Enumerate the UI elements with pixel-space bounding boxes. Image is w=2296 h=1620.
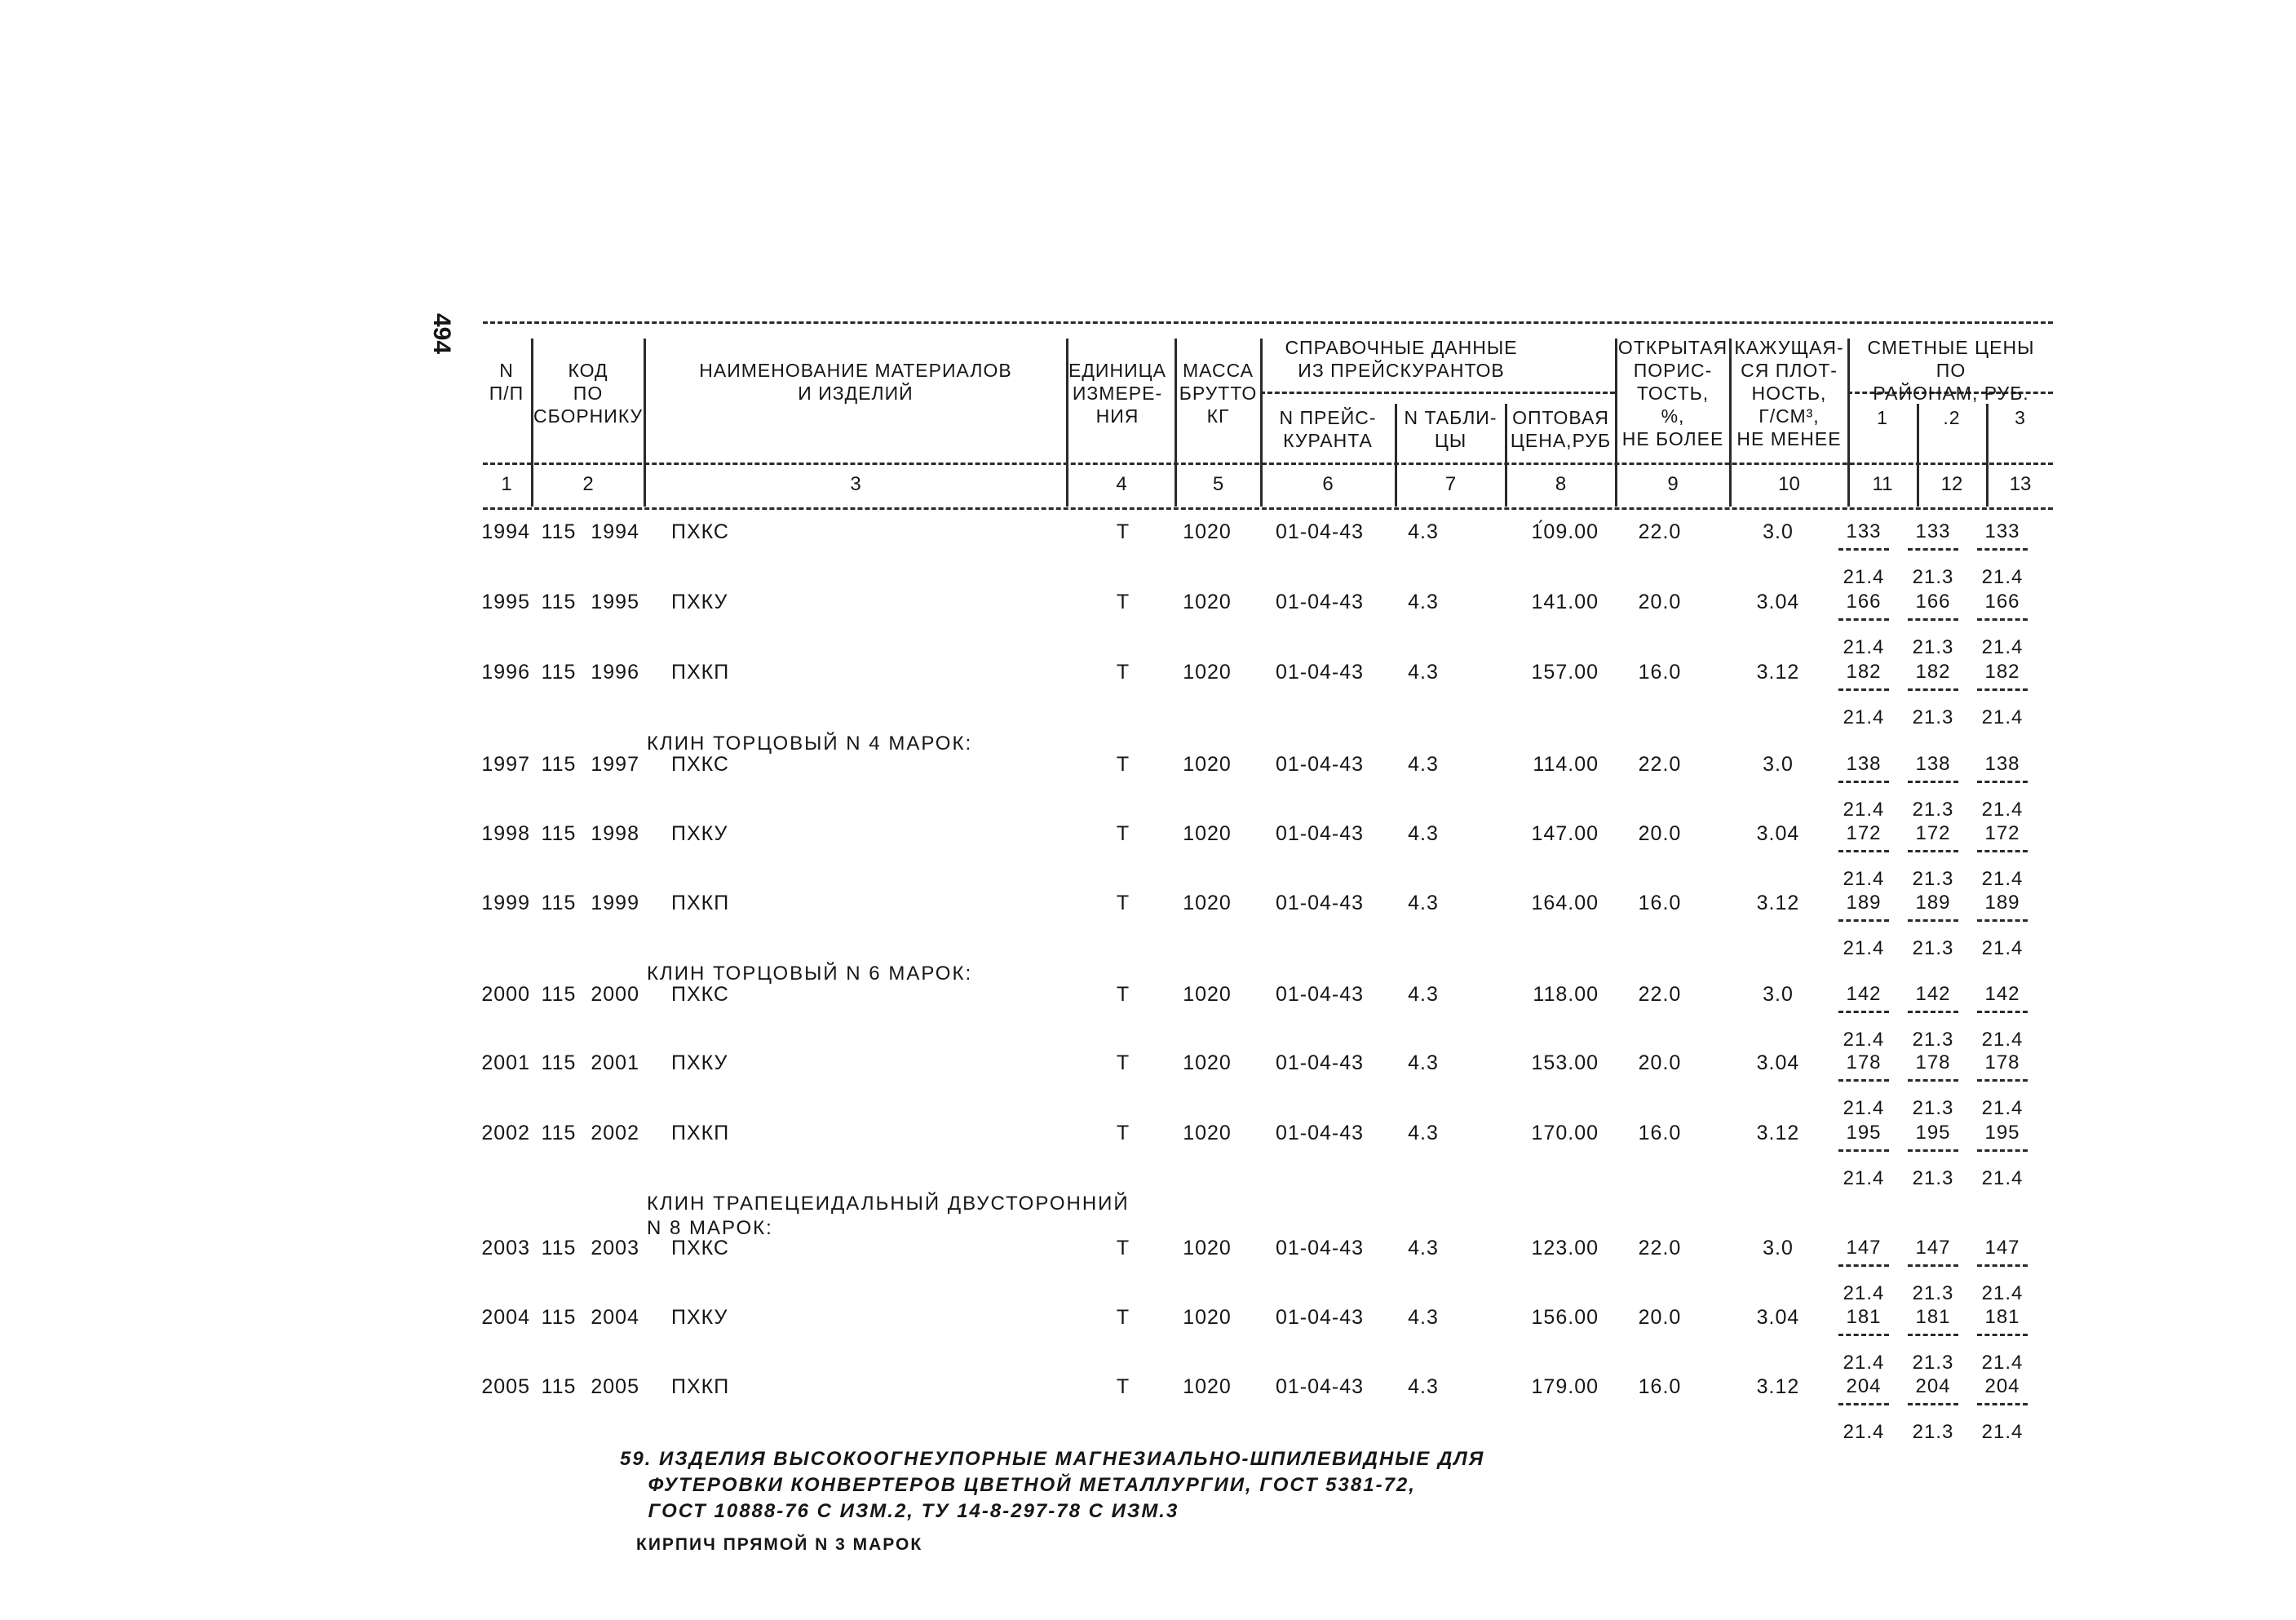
cell-name: ПХКС [671, 753, 729, 776]
cell-table: 4.3 [1408, 661, 1439, 684]
cell-name: ПХКП [671, 1375, 730, 1398]
cell-table: 4.3 [1408, 1306, 1439, 1329]
cell-price-list: 01-04-43 [1275, 1375, 1365, 1398]
column-number: 2 [582, 473, 594, 495]
region-reference: 21.4 [1981, 1029, 2024, 1051]
cell-code-b: 2005 [591, 1375, 639, 1398]
cell-code-b: 2001 [591, 1051, 639, 1074]
region-reference: 21.3 [1912, 636, 1954, 658]
cell-n: 2000 [481, 983, 530, 1006]
estimate-price: 195 [1915, 1122, 1951, 1144]
region-reference: 21.4 [1981, 1282, 2024, 1304]
cell-density: 3.12 [1756, 1122, 1800, 1144]
cell-code-a: 115 [541, 892, 577, 914]
column-number: 6 [1322, 473, 1334, 495]
estimate-price: 166 [1984, 591, 2020, 613]
cell-n: 2001 [481, 1051, 530, 1074]
cell-mass: 1020 [1183, 1306, 1232, 1329]
cell-price-list: 01-04-43 [1275, 520, 1365, 543]
cell-mass: 1020 [1183, 591, 1232, 613]
cell-name: ПХКП [671, 892, 730, 914]
cell-table: 4.3 [1408, 1237, 1439, 1259]
region-reference: 21.4 [1843, 566, 1885, 588]
cell-price-list: 01-04-43 [1275, 983, 1365, 1006]
cell-table: 4.3 [1408, 591, 1439, 613]
cell-porosity: 20.0 [1638, 1051, 1682, 1074]
cell-n: 1997 [481, 753, 530, 776]
header-unit: ЕДИНИЦА ИЗМЕРЕ- НИЯ [1068, 360, 1166, 427]
header-prices-group: СМЕТНЫЕ ЦЕНЫ ПО РАЙОНАМ, РУБ. [1867, 337, 2035, 404]
subheading-wedge-4: КЛИН ТОРЦОВЫЙ N 4 МАРОК: [647, 733, 973, 755]
cell-wholesale: 157.00 [1531, 661, 1599, 684]
estimate-price: 189 [1846, 892, 1882, 914]
cell-mass: 1020 [1183, 892, 1232, 914]
estimate-price: 182 [1984, 661, 2020, 683]
cell-wholesale: 156.00 [1531, 1306, 1599, 1329]
region-reference: 21.4 [1843, 1029, 1885, 1051]
fraction-bar [1838, 548, 1889, 551]
fraction-bar [1908, 850, 1958, 852]
page-number: 494 [428, 312, 456, 355]
section-title: 59. ИЗДЕЛИЯ ВЫСОКООГНЕУПОРНЫЕ МАГНЕЗИАЛЬНО-ШПИЛЕВИДНЫЕ ДЛЯ ФУТЕРОВКИ КОНВЕРТЕРОВ ЦВЕТНОЙ МЕТАЛЛУРГИИ, ГОСТ 5381-72, ГОСТ 10888-76 С ИЗМ.2, ТУ 14-8-297-78 С ИЗМ.3 [620, 1448, 1485, 1522]
header-wholesale: ОПТОВАЯ ЦЕНА,РУБ [1510, 407, 1612, 451]
cell-n: 1998 [481, 822, 530, 845]
cell-porosity: 22.0 [1638, 753, 1682, 776]
cell-code-a: 115 [541, 520, 577, 543]
header-code: КОД ПО СБОРНИКУ [533, 360, 644, 427]
region-reference: 21.4 [1843, 1352, 1885, 1374]
estimate-price: 204 [1915, 1375, 1951, 1397]
cell-name: ПХКС [671, 983, 729, 1006]
cell-wholesale: 170.00 [1531, 1122, 1599, 1144]
fraction-bar [1908, 1149, 1958, 1152]
cell-code-a: 115 [541, 661, 577, 684]
region-reference: 21.3 [1912, 868, 1954, 890]
cell-density: 3.04 [1756, 1306, 1800, 1329]
header-table: N ТАБЛИ- ЦЫ [1404, 407, 1497, 451]
estimate-price: 172 [1984, 822, 2020, 844]
header-number: N П/П [489, 360, 524, 404]
cell-n: 2003 [481, 1237, 530, 1259]
cell-density: 3.04 [1756, 591, 1800, 613]
region-reference: 21.3 [1912, 799, 1954, 821]
estimate-price: 181 [1846, 1306, 1882, 1328]
column-number: 5 [1212, 473, 1224, 495]
fraction-bar [1977, 688, 2028, 691]
cell-porosity: 20.0 [1638, 591, 1682, 613]
cell-code-b: 1996 [591, 661, 639, 684]
fraction-bar [1908, 781, 1958, 783]
cell-name: ПХКУ [671, 1051, 728, 1074]
cell-unit: Т [1116, 822, 1130, 845]
cell-unit: Т [1116, 661, 1130, 684]
fraction-bar [1838, 850, 1889, 852]
subheading-wedge-6: КЛИН ТОРЦОВЫЙ N 6 МАРОК: [647, 963, 973, 985]
fraction-bar [1838, 1011, 1889, 1013]
cell-table: 4.3 [1408, 983, 1439, 1006]
header-reference-group: СПРАВОЧНЫЕ ДАННЫЕ ИЗ ПРЕЙСКУРАНТОВ [1285, 337, 1518, 381]
estimate-price: 182 [1915, 661, 1951, 683]
fraction-bar [1908, 548, 1958, 551]
cell-unit: Т [1116, 591, 1130, 613]
cell-code-b: 1995 [591, 591, 639, 613]
cell-name: ПХКП [671, 661, 730, 684]
cell-table: 4.3 [1408, 753, 1439, 776]
cell-price-list: 01-04-43 [1275, 892, 1365, 914]
fraction-bar [1838, 1079, 1889, 1082]
fraction-bar [1908, 1079, 1958, 1082]
cell-code-a: 115 [541, 1375, 577, 1398]
fraction-bar [1908, 618, 1958, 621]
column-number: 10 [1778, 473, 1800, 495]
estimate-price: 147 [1984, 1237, 2020, 1259]
region-reference: 21.4 [1843, 1097, 1885, 1119]
cell-n: 1999 [481, 892, 530, 914]
fraction-bar [1977, 919, 2028, 922]
region-reference: 21.3 [1912, 1352, 1954, 1374]
cell-unit: Т [1116, 1237, 1130, 1259]
estimate-price: 189 [1915, 892, 1951, 914]
fraction-bar [1977, 618, 2028, 621]
cell-unit: Т [1116, 1375, 1130, 1398]
cell-price-list: 01-04-43 [1275, 1051, 1365, 1074]
region-reference: 21.3 [1912, 566, 1954, 588]
cell-density: 3.12 [1756, 1375, 1800, 1398]
estimate-price: 182 [1846, 661, 1882, 683]
cell-name: ПХКУ [671, 1306, 728, 1329]
fraction-bar [1838, 618, 1889, 621]
column-number: 7 [1444, 473, 1457, 495]
cell-table: 4.3 [1408, 520, 1439, 543]
column-number: 1 [501, 473, 512, 495]
cell-porosity: 16.0 [1638, 661, 1682, 684]
cell-unit: Т [1116, 983, 1130, 1006]
cell-porosity: 22.0 [1638, 983, 1682, 1006]
fraction-bar [1838, 781, 1889, 783]
region-reference: 21.4 [1843, 1421, 1885, 1443]
fraction-bar [1977, 1403, 2028, 1405]
cell-name: ПХКУ [671, 822, 728, 845]
estimate-price: 133 [1984, 520, 2020, 542]
region-reference: 21.4 [1981, 1167, 2024, 1189]
cell-density: 3.12 [1756, 892, 1800, 914]
estimate-price: 178 [1846, 1051, 1882, 1073]
cell-mass: 1020 [1183, 1237, 1232, 1259]
subheading-wedge-8: КЛИН ТРАПЕЦЕИДАЛЬНЫЙ ДВУСТОРОННИЙ N 8 МАРОК: [647, 1193, 1130, 1239]
cell-density: 3.0 [1763, 753, 1794, 776]
cell-unit: Т [1116, 1051, 1130, 1074]
region-reference: 21.3 [1912, 1097, 1954, 1119]
cell-code-b: 2004 [591, 1306, 639, 1329]
cell-n: 1995 [481, 591, 530, 613]
fraction-bar [1838, 1264, 1889, 1267]
cell-n: 2005 [481, 1375, 530, 1398]
region-reference: 21.4 [1843, 937, 1885, 959]
region-reference: 21.4 [1981, 1421, 2024, 1443]
cell-wholesale: 153.00 [1531, 1051, 1599, 1074]
fraction-bar [1977, 1011, 2028, 1013]
cell-mass: 1020 [1183, 1122, 1232, 1144]
cell-price-list: 01-04-43 [1275, 1306, 1365, 1329]
header-region-3: 3 [2015, 407, 2026, 428]
cell-unit: Т [1116, 1306, 1130, 1329]
cell-table: 4.3 [1408, 822, 1439, 845]
header-region-1: 1 [1877, 407, 1888, 428]
cell-price-list: 01-04-43 [1275, 822, 1365, 845]
estimate-price: 181 [1915, 1306, 1951, 1328]
fraction-bar [1908, 1403, 1958, 1405]
region-reference: 21.3 [1912, 706, 1954, 728]
header-porosity: ОТКРЫТАЯ ПОРИС- ТОСТЬ, %, НЕ БОЛЕЕ [1617, 337, 1728, 449]
estimate-price: 189 [1984, 892, 2020, 914]
cell-porosity: 16.0 [1638, 892, 1682, 914]
column-number: 4 [1116, 473, 1127, 495]
fraction-bar [1908, 919, 1958, 922]
estimate-price: 166 [1915, 591, 1951, 613]
region-reference: 21.3 [1912, 1167, 1954, 1189]
cell-price-list: 01-04-43 [1275, 753, 1365, 776]
cell-code-a: 115 [541, 1306, 577, 1329]
header-region-2: .2 [1943, 407, 1961, 428]
estimate-price: 204 [1846, 1375, 1882, 1397]
fraction-bar [1977, 548, 2028, 551]
fraction-bar [1908, 1011, 1958, 1013]
estimate-price: 142 [1915, 983, 1951, 1005]
cell-table: 4.3 [1408, 1375, 1439, 1398]
cell-name: ПХКП [671, 1122, 730, 1144]
cell-n: 2004 [481, 1306, 530, 1329]
estimate-price: 172 [1846, 822, 1882, 844]
cell-porosity: 20.0 [1638, 1306, 1682, 1329]
cell-code-a: 115 [541, 1237, 577, 1259]
cell-wholesale: 147.00 [1531, 822, 1599, 845]
cell-name: ПХКУ [671, 591, 728, 613]
fraction-bar [1977, 1079, 2028, 1082]
cell-porosity: 22.0 [1638, 520, 1682, 543]
cell-code-b: 2000 [591, 983, 639, 1006]
column-number: 13 [2009, 473, 2032, 495]
cell-price-list: 01-04-43 [1275, 591, 1365, 613]
region-reference: 21.3 [1912, 937, 1954, 959]
region-reference: 21.4 [1843, 1167, 1885, 1189]
region-reference: 21.4 [1981, 799, 2024, 821]
fraction-bar [1838, 688, 1889, 691]
cell-wholesale: 141.00 [1531, 591, 1599, 613]
cell-wholesale: 1́09.00 [1531, 520, 1599, 543]
region-reference: 21.4 [1981, 868, 2024, 890]
cell-wholesale: 179.00 [1531, 1375, 1599, 1398]
fraction-bar [1838, 1149, 1889, 1152]
cell-unit: Т [1116, 520, 1130, 543]
header-price-list: N ПРЕЙС- КУРАНТА [1279, 407, 1377, 451]
region-reference: 21.4 [1981, 1352, 2024, 1374]
region-reference: 21.3 [1912, 1421, 1954, 1443]
cell-density: 3.04 [1756, 822, 1800, 845]
cell-wholesale: 114.00 [1533, 753, 1599, 776]
cell-n: 1994 [481, 520, 530, 543]
fraction-bar [1838, 1403, 1889, 1405]
header-mass: МАССА БРУТТО КГ [1179, 360, 1258, 427]
cell-n: 1996 [481, 661, 530, 684]
cell-code-b: 1997 [591, 753, 639, 776]
cell-price-list: 01-04-43 [1275, 1122, 1365, 1144]
cell-mass: 1020 [1183, 520, 1232, 543]
cell-porosity: 22.0 [1638, 1237, 1682, 1259]
cell-table: 4.3 [1408, 1122, 1439, 1144]
column-number: 9 [1667, 473, 1679, 495]
estimate-price: 142 [1846, 983, 1882, 1005]
cell-mass: 1020 [1183, 661, 1232, 684]
header-mid-rule-ref [1260, 392, 1615, 394]
column-number: 8 [1555, 473, 1567, 495]
region-reference: 21.3 [1912, 1029, 1954, 1051]
header-density: КАЖУЩАЯ- СЯ ПЛОТ- НОСТЬ, Г/СМ³, НЕ МЕНЕЕ [1734, 337, 1844, 449]
estimate-price: 166 [1846, 591, 1882, 613]
region-reference: 21.4 [1843, 636, 1885, 658]
cell-code-b: 1994 [591, 520, 639, 543]
region-reference: 21.4 [1981, 566, 2024, 588]
cell-code-a: 115 [541, 983, 577, 1006]
region-reference: 21.3 [1912, 1282, 1954, 1304]
table-top-rule [483, 321, 2053, 324]
cell-density: 3.0 [1763, 983, 1794, 1006]
estimate-price: 172 [1915, 822, 1951, 844]
cell-wholesale: 123.00 [1531, 1237, 1599, 1259]
cell-mass: 1020 [1183, 1375, 1232, 1398]
estimate-price: 133 [1846, 520, 1882, 542]
estimate-price: 195 [1846, 1122, 1882, 1144]
region-reference: 21.4 [1843, 706, 1885, 728]
cell-density: 3.0 [1763, 520, 1794, 543]
estimate-price: 204 [1984, 1375, 2020, 1397]
region-reference: 21.4 [1843, 799, 1885, 821]
cell-unit: Т [1116, 753, 1130, 776]
region-reference: 21.4 [1981, 706, 2024, 728]
estimate-price: 147 [1846, 1237, 1882, 1259]
fraction-bar [1977, 781, 2028, 783]
region-reference: 21.4 [1981, 636, 2024, 658]
estimate-price: 138 [1984, 753, 2020, 775]
cell-code-b: 2003 [591, 1237, 639, 1259]
estimate-price: 138 [1915, 753, 1951, 775]
estimate-price: 178 [1915, 1051, 1951, 1073]
cell-density: 3.0 [1763, 1237, 1794, 1259]
cell-density: 3.12 [1756, 661, 1800, 684]
fraction-bar [1977, 850, 2028, 852]
cell-code-a: 115 [541, 822, 577, 845]
cell-unit: Т [1116, 1122, 1130, 1144]
cell-code-a: 115 [541, 591, 577, 613]
column-number: 3 [850, 473, 861, 495]
column-number-rule [483, 507, 2053, 510]
fraction-bar [1977, 1334, 2028, 1336]
region-reference: 21.4 [1981, 1097, 2024, 1119]
header-name: НАИМЕНОВАНИЕ МАТЕРИАЛОВ И ИЗДЕЛИЙ [699, 360, 1012, 404]
cell-porosity: 20.0 [1638, 822, 1682, 845]
cell-code-b: 2002 [591, 1122, 639, 1144]
fraction-bar [1908, 1264, 1958, 1267]
footer-subheading: КИРПИЧ ПРЯМОЙ N 3 МАРОК [636, 1535, 923, 1554]
fraction-bar [1908, 688, 1958, 691]
cell-code-a: 115 [541, 753, 577, 776]
estimate-price: 147 [1915, 1237, 1951, 1259]
cell-mass: 1020 [1183, 983, 1232, 1006]
cell-table: 4.3 [1408, 892, 1439, 914]
estimate-price: 138 [1846, 753, 1882, 775]
estimate-price: 133 [1915, 520, 1951, 542]
cell-n: 2002 [481, 1122, 530, 1144]
cell-code-a: 115 [541, 1122, 577, 1144]
estimate-price: 181 [1984, 1306, 2020, 1328]
cell-mass: 1020 [1183, 822, 1232, 845]
region-reference: 21.4 [1981, 937, 2024, 959]
cell-name: ПХКС [671, 520, 729, 543]
fraction-bar [1977, 1149, 2028, 1152]
cell-price-list: 01-04-43 [1275, 661, 1365, 684]
cell-name: ПХКС [671, 1237, 729, 1259]
cell-unit: Т [1116, 892, 1130, 914]
cell-wholesale: 164.00 [1531, 892, 1599, 914]
header-bottom-rule [483, 463, 2053, 465]
estimate-price: 195 [1984, 1122, 2020, 1144]
cell-code-a: 115 [541, 1051, 577, 1074]
cell-wholesale: 118.00 [1533, 983, 1599, 1006]
cell-porosity: 16.0 [1638, 1375, 1682, 1398]
cell-price-list: 01-04-43 [1275, 1237, 1365, 1259]
cell-density: 3.04 [1756, 1051, 1800, 1074]
fraction-bar [1838, 1334, 1889, 1336]
region-reference: 21.4 [1843, 1282, 1885, 1304]
cell-mass: 1020 [1183, 1051, 1232, 1074]
cell-code-b: 1999 [591, 892, 639, 914]
cell-code-b: 1998 [591, 822, 639, 845]
fraction-bar [1977, 1264, 2028, 1267]
column-number: 12 [1940, 473, 1963, 495]
region-reference: 21.4 [1843, 868, 1885, 890]
estimate-price: 142 [1984, 983, 2020, 1005]
cell-mass: 1020 [1183, 753, 1232, 776]
fraction-bar [1838, 919, 1889, 922]
cell-porosity: 16.0 [1638, 1122, 1682, 1144]
cell-table: 4.3 [1408, 1051, 1439, 1074]
fraction-bar [1908, 1334, 1958, 1336]
estimate-price: 178 [1984, 1051, 2020, 1073]
column-number: 11 [1872, 473, 1893, 495]
